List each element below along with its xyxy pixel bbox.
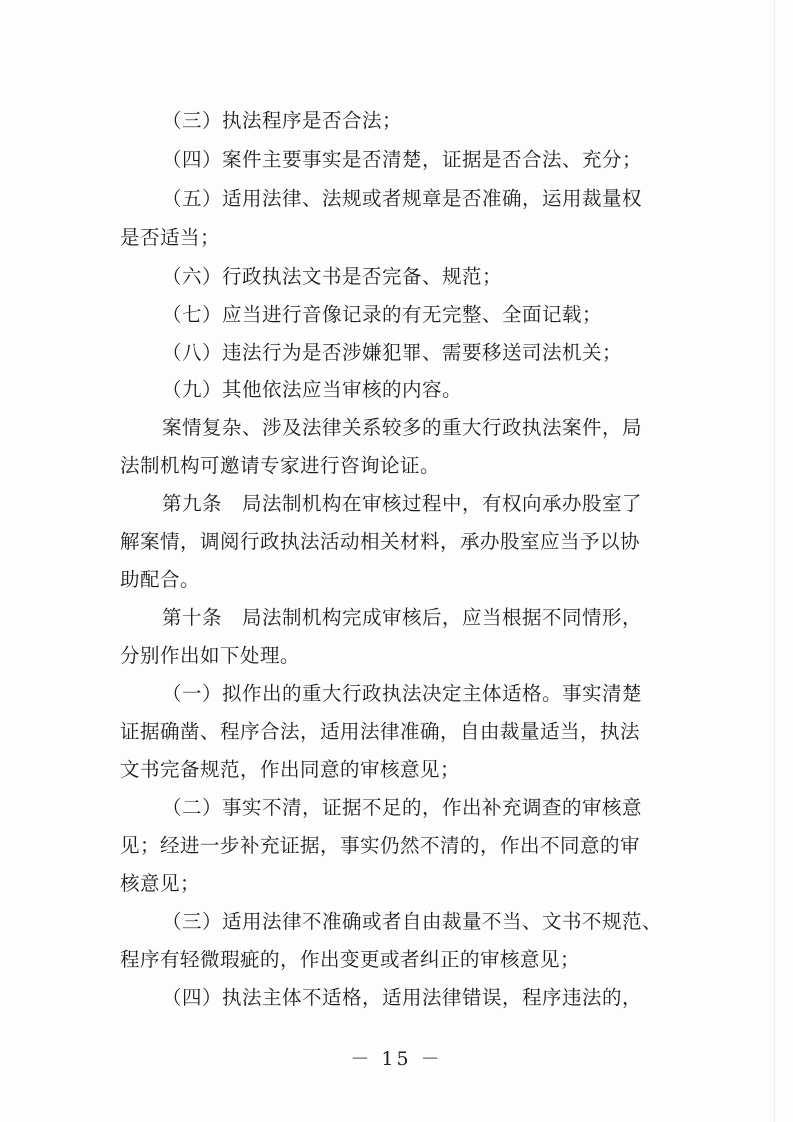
page-number: － 15 － xyxy=(350,1048,443,1070)
article-nine-line1: 第九条 局法制机构在审核过程中，有权向承办股室了 xyxy=(162,492,643,515)
scan-edge xyxy=(774,0,775,1122)
result-two-line2: 见；经进一步补充证据，事实仍然不清的，作出不同意的审 xyxy=(120,834,641,857)
item-five-law-line1: （五）适用法律、法规或者规章是否准确，运用裁量权 xyxy=(162,187,643,210)
item-four-facts: （四）案件主要事实是否清楚，证据是否合法、充分； xyxy=(162,148,643,171)
result-four-line1: （四）执法主体不适格，适用法律错误，程序违法的， xyxy=(162,986,643,1009)
article-nine-line2: 解案情，调阅行政执法活动相关材料，承办股室应当予以协 xyxy=(120,530,641,553)
result-two-line3: 核意见； xyxy=(120,872,201,895)
result-one-line3: 文书完备规范，作出同意的审核意见； xyxy=(120,758,461,781)
item-five-law-line2: 是否适当； xyxy=(120,226,221,249)
result-one-line1: （一）拟作出的重大行政执法决定主体适格。事实清楚 xyxy=(162,682,643,705)
result-one-line2: 证据确凿、程序合法，适用法律准确，自由裁量适当，执法 xyxy=(120,720,641,743)
complex-cases-line2: 法制机构可邀请专家进行咨询论证。 xyxy=(120,454,441,477)
result-two-line1: （二）事实不清，证据不足的，作出补充调查的审核意 xyxy=(162,796,643,819)
item-six-documents: （六）行政执法文书是否完备、规范； xyxy=(162,265,503,288)
article-ten-line2: 分别作出如下处理。 xyxy=(120,644,301,667)
article-ten-line1: 第十条 局法制机构完成审核后，应当根据不同情形， xyxy=(162,606,643,629)
item-nine-other: （九）其他依法应当审核的内容。 xyxy=(162,378,463,401)
item-eight-crime: （八）违法行为是否涉嫌犯罪、需要移送司法机关； xyxy=(162,341,623,364)
complex-cases-line1: 案情复杂、涉及法律关系较多的重大行政执法案件，局 xyxy=(162,416,643,439)
item-three-procedure: （三）执法程序是否合法； xyxy=(162,109,403,132)
result-three-line1: （三）适用法律不准确或者自由裁量不当、文书不规范、 xyxy=(162,910,663,933)
article-nine-line3: 助配合。 xyxy=(120,568,201,591)
item-seven-recording: （七）应当进行音像记录的有无完整、全面记载； xyxy=(162,303,603,326)
result-three-line2: 程序有轻微瑕疵的，作出变更或者纠正的审核意见； xyxy=(120,948,581,971)
